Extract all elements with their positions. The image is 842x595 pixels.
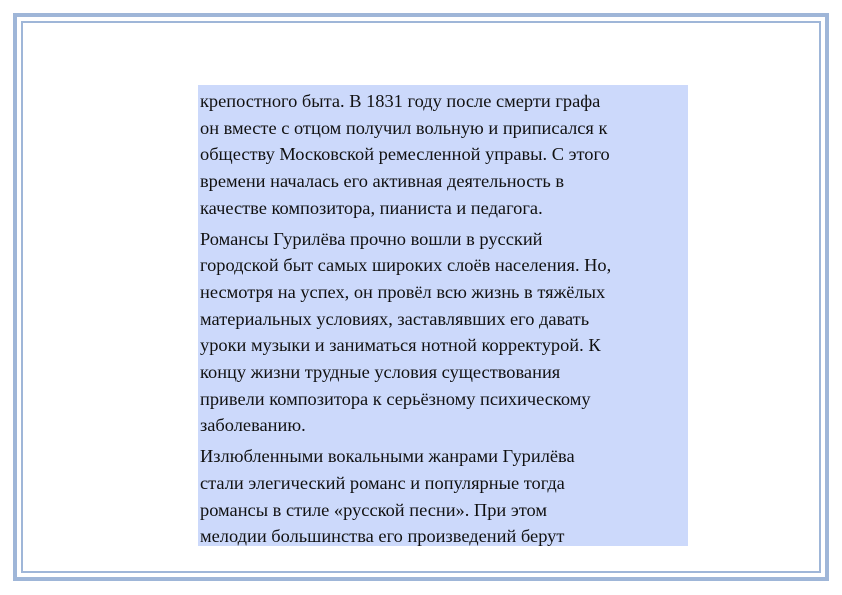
text-line: мелодии большинства его произведений берут [200,526,565,546]
text-line: крепостного быта. В 1831 году после смерти графа [200,91,601,111]
text-line: времени началась его активная деятельность в [200,171,565,192]
text-line: Излюбленными вокальными жанрами Гурилёва [200,446,575,467]
paragraph-3 [200,443,686,546]
paragraph-2 [200,226,686,440]
text-line: качестве композитора, пианиста и педагога. [200,197,543,218]
text-line: уроки музыки и заниматься нотной корректурой. К [200,335,601,356]
text-line: концу жизни трудные условия существования [200,362,561,383]
text-line: привели композитора к серьёзному психическому [200,388,591,409]
text-line: романсы в стиле «русской песни». При этом [200,499,548,520]
text-line: городской быт самых широких слоёв населения. Но, [200,255,612,276]
text-line: материальных условиях, заставлявших его давать [200,308,590,329]
text-line: стали элегический романс и популярные тогда [200,472,565,493]
paragraph-1 [200,88,686,222]
text-line: заболеванию. [200,415,306,436]
text-line: обществу Московской ремесленной управы. С этого [200,144,610,165]
highlighted-text-block [198,85,688,546]
text-line: он вместе с отцом получил вольную и приписался к [200,117,608,138]
text-line: Романсы Гурилёва прочно вошли в русский [200,228,543,249]
text-line: несмотря на успех, он провёл всю жизнь в тяжёлых [200,281,606,302]
